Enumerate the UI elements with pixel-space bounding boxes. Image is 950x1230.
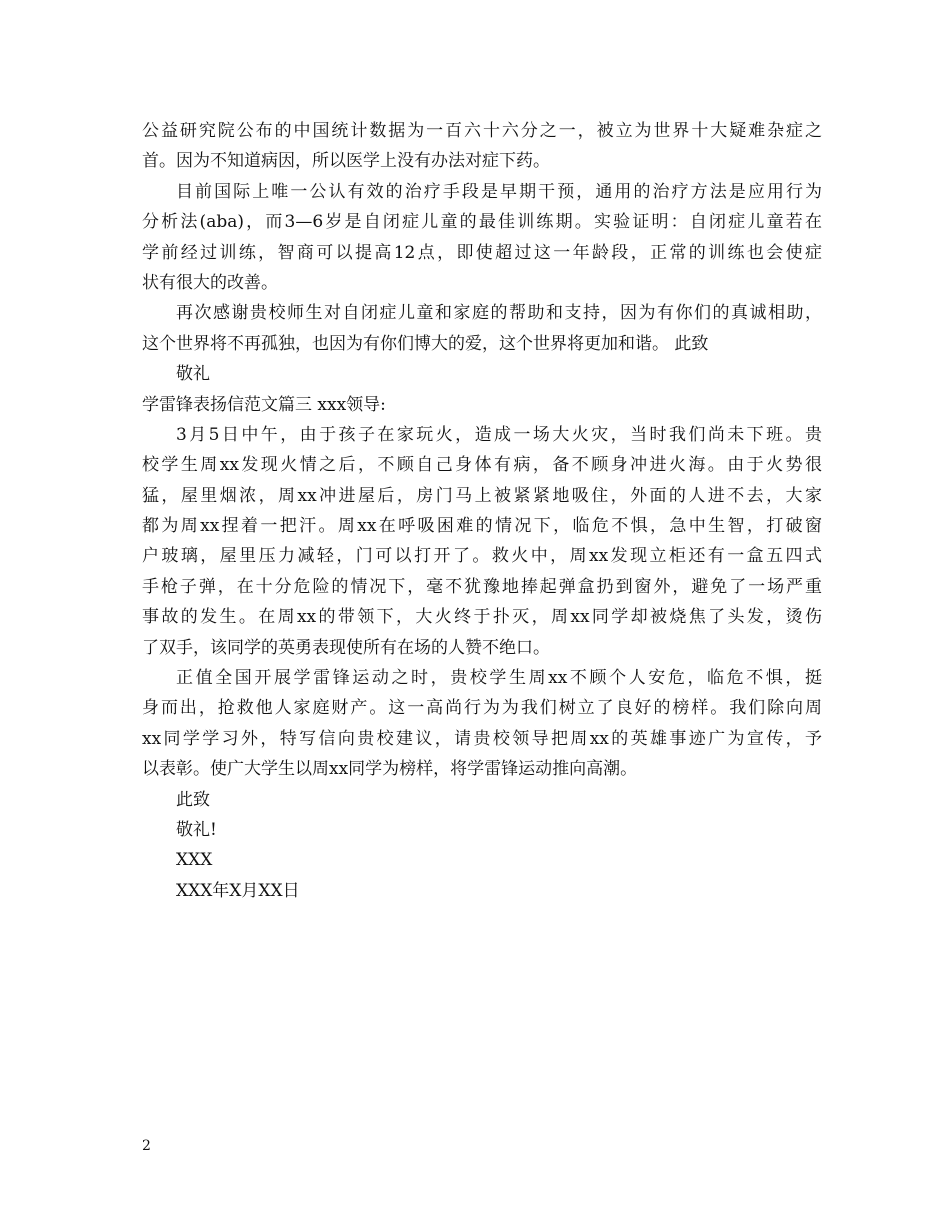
closing-line: 敬礼! bbox=[176, 819, 217, 840]
text-line: 状有很大的改善。 bbox=[142, 272, 278, 293]
text-line: 身而出，抢救他人家庭财产。这一高尚行为为我们树立了良好的榜样。我们除向周 bbox=[142, 698, 822, 719]
page-number: 2 bbox=[142, 1138, 151, 1154]
text-line: 校学生周xx发现火情之后，不顾自己身体有病，备不顾身冲进火海。由于火势很 bbox=[142, 455, 822, 476]
document-body bbox=[142, 116, 822, 906]
text-line: 正值全国开展学雷锋运动之时，贵校学生周xx不顾个人安危，临危不惧，挺 bbox=[176, 668, 822, 689]
text-line: 敬礼 bbox=[176, 364, 210, 385]
text-line: 事故的发生。在周xx的带领下，大火终于扑灭，周xx同学却被烧焦了头发，烫伤 bbox=[142, 607, 822, 628]
text-line: xx同学学习外，特写信向贵校建议，请贵校领导把周xx的英雄事迹广为宣传，予 bbox=[142, 728, 822, 749]
text-line: 手枪子弹，在十分危险的情况下，毫不犹豫地捧起弹盒扔到窗外，避免了一场严重 bbox=[142, 576, 822, 597]
text-line: 再次感谢贵校师生对自闭症儿童和家庭的帮助和支持，因为有你们的真诚相助， bbox=[176, 303, 822, 324]
date-line: XXX年X月XX日 bbox=[176, 880, 300, 901]
text-line: 3月5日中午，由于孩子在家玩火，造成一场大火灾，当时我们尚未下班。贵 bbox=[176, 424, 822, 445]
text-line: 户玻璃，屋里压力减轻，门可以打开了。救火中，周xx发现立柜还有一盒五四式 bbox=[142, 546, 822, 567]
text-line: 学前经过训练，智商可以提高12点，即使超过这一年龄段，正常的训练也会使症 bbox=[142, 242, 822, 263]
signature-line: XXX bbox=[176, 850, 213, 871]
section-heading: 学雷锋表扬信范文篇三 xxx领导: bbox=[142, 394, 386, 415]
text-line: 公益研究院公布的中国统计数据为一百六十六分之一，被立为世界十大疑难杂症之 bbox=[142, 121, 822, 141]
closing-line: 此致 bbox=[176, 789, 210, 810]
text-line: 猛，屋里烟浓，周xx冲进屋后，房门马上被紧紧地吸住，外面的人进不去，大家 bbox=[142, 485, 822, 506]
text-line: 了双手，该同学的英勇表现使所有在场的人赞不绝口。 bbox=[142, 637, 550, 658]
text-line: 目前国际上唯一公认有效的治疗手段是早期干预，通用的治疗方法是应用行为 bbox=[176, 181, 822, 202]
text-line: 首。因为不知道病因，所以医学上没有办法对症下药。 bbox=[142, 151, 550, 172]
text-line: 分析法(aba)，而3—6岁是自闭症儿童的最佳训练期。实验证明：自闭症儿童若在 bbox=[142, 212, 822, 233]
text-line: 都为周xx捏着一把汗。周xx在呼吸困难的情况下，临危不惧，急中生智，打破窗 bbox=[142, 516, 822, 537]
text-line: 这个世界将不再孤独，也因为有你们博大的爱，这个世界将更加和谐。 此致 bbox=[142, 333, 709, 354]
text-line: 以表彰。使广大学生以周xx同学为榜样，将学雷锋运动推向高潮。 bbox=[142, 759, 638, 780]
